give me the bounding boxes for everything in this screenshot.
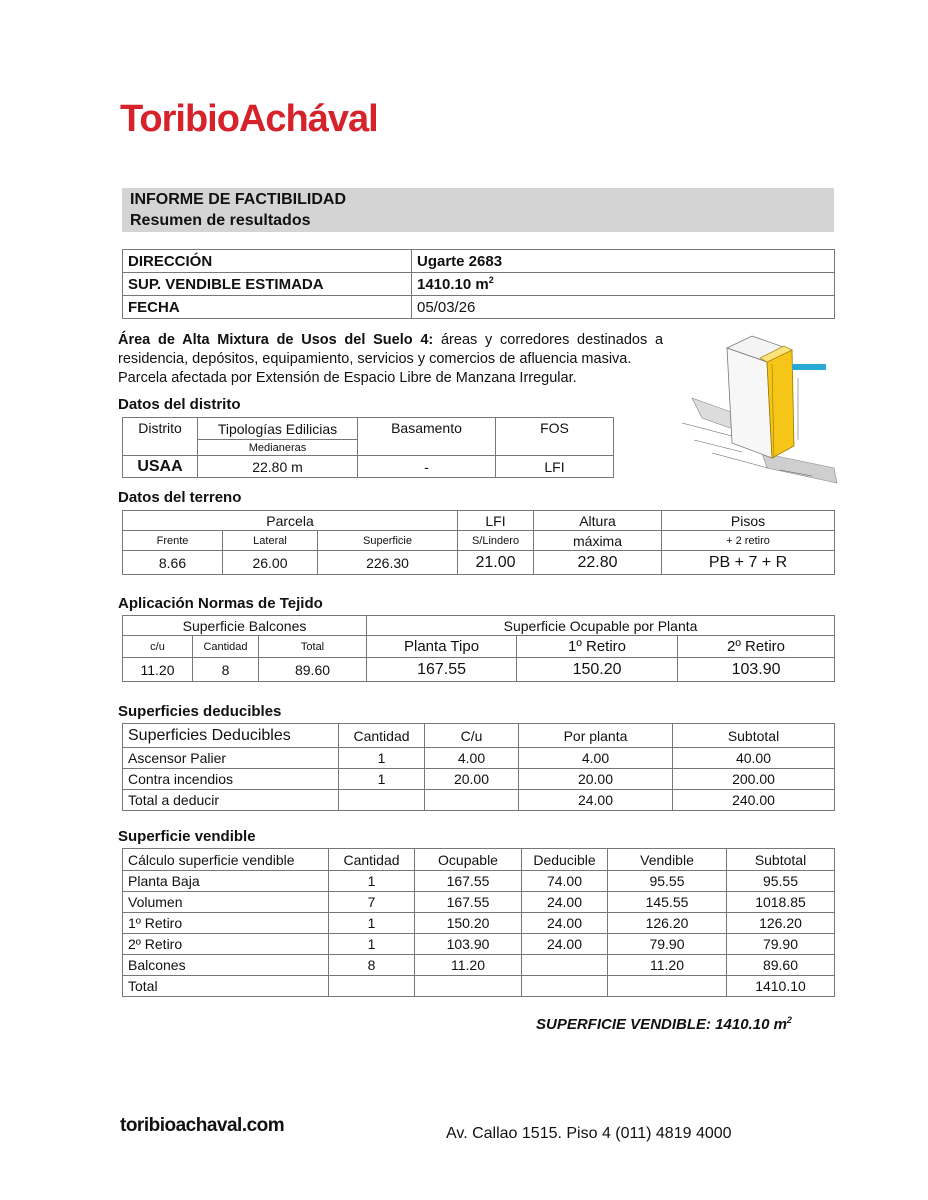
ded-cell: 20.00 [425,769,519,790]
vend-cell: 7 [329,892,415,913]
v-medianeras: 22.80 m [198,456,358,478]
vend-header-deducible: Deducible [522,849,608,871]
ded-cell: 1 [339,769,425,790]
h-frente: Frente [123,531,223,551]
h-total: Total [259,636,367,658]
table-row [123,892,835,913]
sup-unit-exp: 2 [488,275,494,285]
vend-cell [415,976,522,997]
vend-cell: 8 [329,955,415,976]
direccion-value: Ugarte 2683 [412,250,835,273]
h-cu: c/u [123,636,193,658]
vend-cell [329,976,415,997]
vend-cell: 126.20 [727,913,835,934]
vend-cell: 1 [329,871,415,892]
sup-label: SUP. VENDIBLE ESTIMADA [123,273,412,296]
summary-table [122,249,835,319]
h-planta-tipo: Planta Tipo [367,636,517,658]
vend-cell: Volumen [123,892,329,913]
deducibles-heading: Superficies deducibles [118,703,282,720]
h-distrito: Distrito [123,418,198,456]
h-retiro-2: 2º Retiro [678,636,835,658]
v-cu: 11.20 [123,658,193,682]
h-lfi: LFI [458,511,534,531]
ded-cell: 1 [339,748,425,769]
intro-line-2: residencia, depósitos, equipamiento, servicios y comercios de afluencia masiva. [118,351,632,367]
intro-bold: Área de Alta Mixtura de Usos del Suelo 4: [118,332,434,348]
vend-cell: 24.00 [522,892,608,913]
distrito-table [122,417,614,478]
ded-cell [339,790,425,811]
vend-cell: Balcones [123,955,329,976]
building-volume-diagram [672,328,842,498]
h-maxima: máxima [534,531,662,551]
h-lateral: Lateral [223,531,318,551]
h-superficie: Superficie [318,531,458,551]
sup-value: 1410.10 m [417,276,489,293]
vend-cell: 1410.10 [727,976,835,997]
vend-cell: 1018.85 [727,892,835,913]
ded-header-cantidad: Cantidad [339,724,425,748]
v-total: 89.60 [259,658,367,682]
ded-cell: 40.00 [673,748,835,769]
table-row [123,955,835,976]
h-balcones: Superficie Balcones [123,616,367,636]
intro-line-3: Parcela afectada por Extensión de Espacio Libre de Manzana Irregular. [118,370,577,386]
ded-cell: 20.00 [519,769,673,790]
vend-cell [608,976,727,997]
vend-cell: 24.00 [522,913,608,934]
v-pisos: PB + 7 + R [662,551,835,575]
h-fos: FOS [496,418,614,456]
ded-cell: Total a deducir [123,790,339,811]
vend-cell: 126.20 [608,913,727,934]
fecha-label: FECHA [123,296,412,319]
final-total-label: SUPERFICIE VENDIBLE: 1410.10 m [536,1016,787,1033]
ded-cell: 4.00 [519,748,673,769]
h-slindero: S/Lindero [458,531,534,551]
direccion-label: DIRECCIÓN [123,250,412,273]
zoning-description [118,331,663,388]
vend-cell: 89.60 [727,955,835,976]
vend-cell: 103.90 [415,934,522,955]
h-pisos: Pisos [662,511,835,531]
table-row [123,769,835,790]
ded-cell: 24.00 [519,790,673,811]
vend-cell: 11.20 [608,955,727,976]
h-medianeras: Medianeras [198,440,358,456]
h-tipologias: Tipologías Edilicias [198,418,358,440]
table-row [123,976,835,997]
intro-line1-rest: áreas y corredores destinados a [433,332,664,348]
v-frente: 8.66 [123,551,223,575]
terreno-table [122,510,835,575]
vend-cell: 24.00 [522,934,608,955]
v-lfi: 21.00 [458,551,534,575]
table-row [123,871,835,892]
ded-cell: Ascensor Palier [123,748,339,769]
v-distrito: USAA [123,456,198,478]
logo-part-a: Toribio [120,98,239,140]
h-cantidad: Cantidad [193,636,259,658]
h-retiro: + 2 retiro [662,531,835,551]
vend-header-vendible: Vendible [608,849,727,871]
vend-header-concept: Cálculo superficie vendible [123,849,329,871]
terreno-heading: Datos del terreno [118,489,242,506]
deducibles-table [122,723,835,811]
vend-cell: 1 [329,913,415,934]
ded-cell: 200.00 [673,769,835,790]
v-lateral: 26.00 [223,551,318,575]
ded-header-subtotal: Subtotal [673,724,835,748]
ded-cell: Contra incendios [123,769,339,790]
fecha-value: 05/03/26 [412,296,835,319]
vend-header-ocupable: Ocupable [415,849,522,871]
table-row [123,790,835,811]
vend-cell: 11.20 [415,955,522,976]
vendible-heading: Superficie vendible [118,828,256,845]
vend-cell [522,955,608,976]
vend-cell: 2º Retiro [123,934,329,955]
sup-value-cell [412,273,835,296]
intro-line-1 [118,331,663,350]
h-retiro-1: 1º Retiro [517,636,678,658]
vend-header-cantidad: Cantidad [329,849,415,871]
vend-header-subtotal: Subtotal [727,849,835,871]
vend-cell: 74.00 [522,871,608,892]
final-total-exp: 2 [786,1015,792,1025]
v-fos: LFI [496,456,614,478]
vend-cell: Total [123,976,329,997]
distrito-heading: Datos del distrito [118,396,241,413]
table-row [123,748,835,769]
v-retiro-1: 150.20 [517,658,678,682]
ded-header-cu: C/u [425,724,519,748]
ded-header-concept: Superficies Deducibles [123,724,339,748]
h-altura: Altura [534,511,662,531]
h-ocupable: Superficie Ocupable por Planta [367,616,835,636]
report-title-band [122,188,834,232]
ded-cell [425,790,519,811]
v-planta-tipo: 167.55 [367,658,517,682]
tejido-heading: Aplicación Normas de Tejido [118,595,323,612]
vend-cell: 145.55 [608,892,727,913]
final-total [536,1015,792,1033]
vend-cell: 167.55 [415,892,522,913]
ded-cell: 4.00 [425,748,519,769]
h-basamento: Basamento [358,418,496,456]
table-row [123,913,835,934]
table-row [123,934,835,955]
vend-cell: Planta Baja [123,871,329,892]
vend-cell: 1º Retiro [123,913,329,934]
vend-cell: 79.90 [608,934,727,955]
ded-cell: 240.00 [673,790,835,811]
v-superficie: 226.30 [318,551,458,575]
vend-cell: 95.55 [608,871,727,892]
vendible-table [122,848,835,997]
vend-cell: 150.20 [415,913,522,934]
ded-header-por-planta: Por planta [519,724,673,748]
v-retiro-2: 103.90 [678,658,835,682]
v-basamento: - [358,456,496,478]
report-subtitle: Resumen de resultados [130,212,311,229]
vend-cell [522,976,608,997]
v-cantidad: 8 [193,658,259,682]
h-parcela: Parcela [123,511,458,531]
website-link[interactable]: toribioachaval.com [120,1115,285,1136]
v-altura: 22.80 [534,551,662,575]
vend-cell: 1 [329,934,415,955]
footer-address: Av. Callao 1515. Piso 4 (011) 4819 4000 [446,1125,732,1142]
report-title: INFORME DE FACTIBILIDAD [130,191,346,208]
tejido-table [122,615,835,682]
vend-cell: 167.55 [415,871,522,892]
vend-cell: 95.55 [727,871,835,892]
brand-logo [120,98,378,141]
vend-cell: 79.90 [727,934,835,955]
logo-part-b: Achával [238,98,378,140]
